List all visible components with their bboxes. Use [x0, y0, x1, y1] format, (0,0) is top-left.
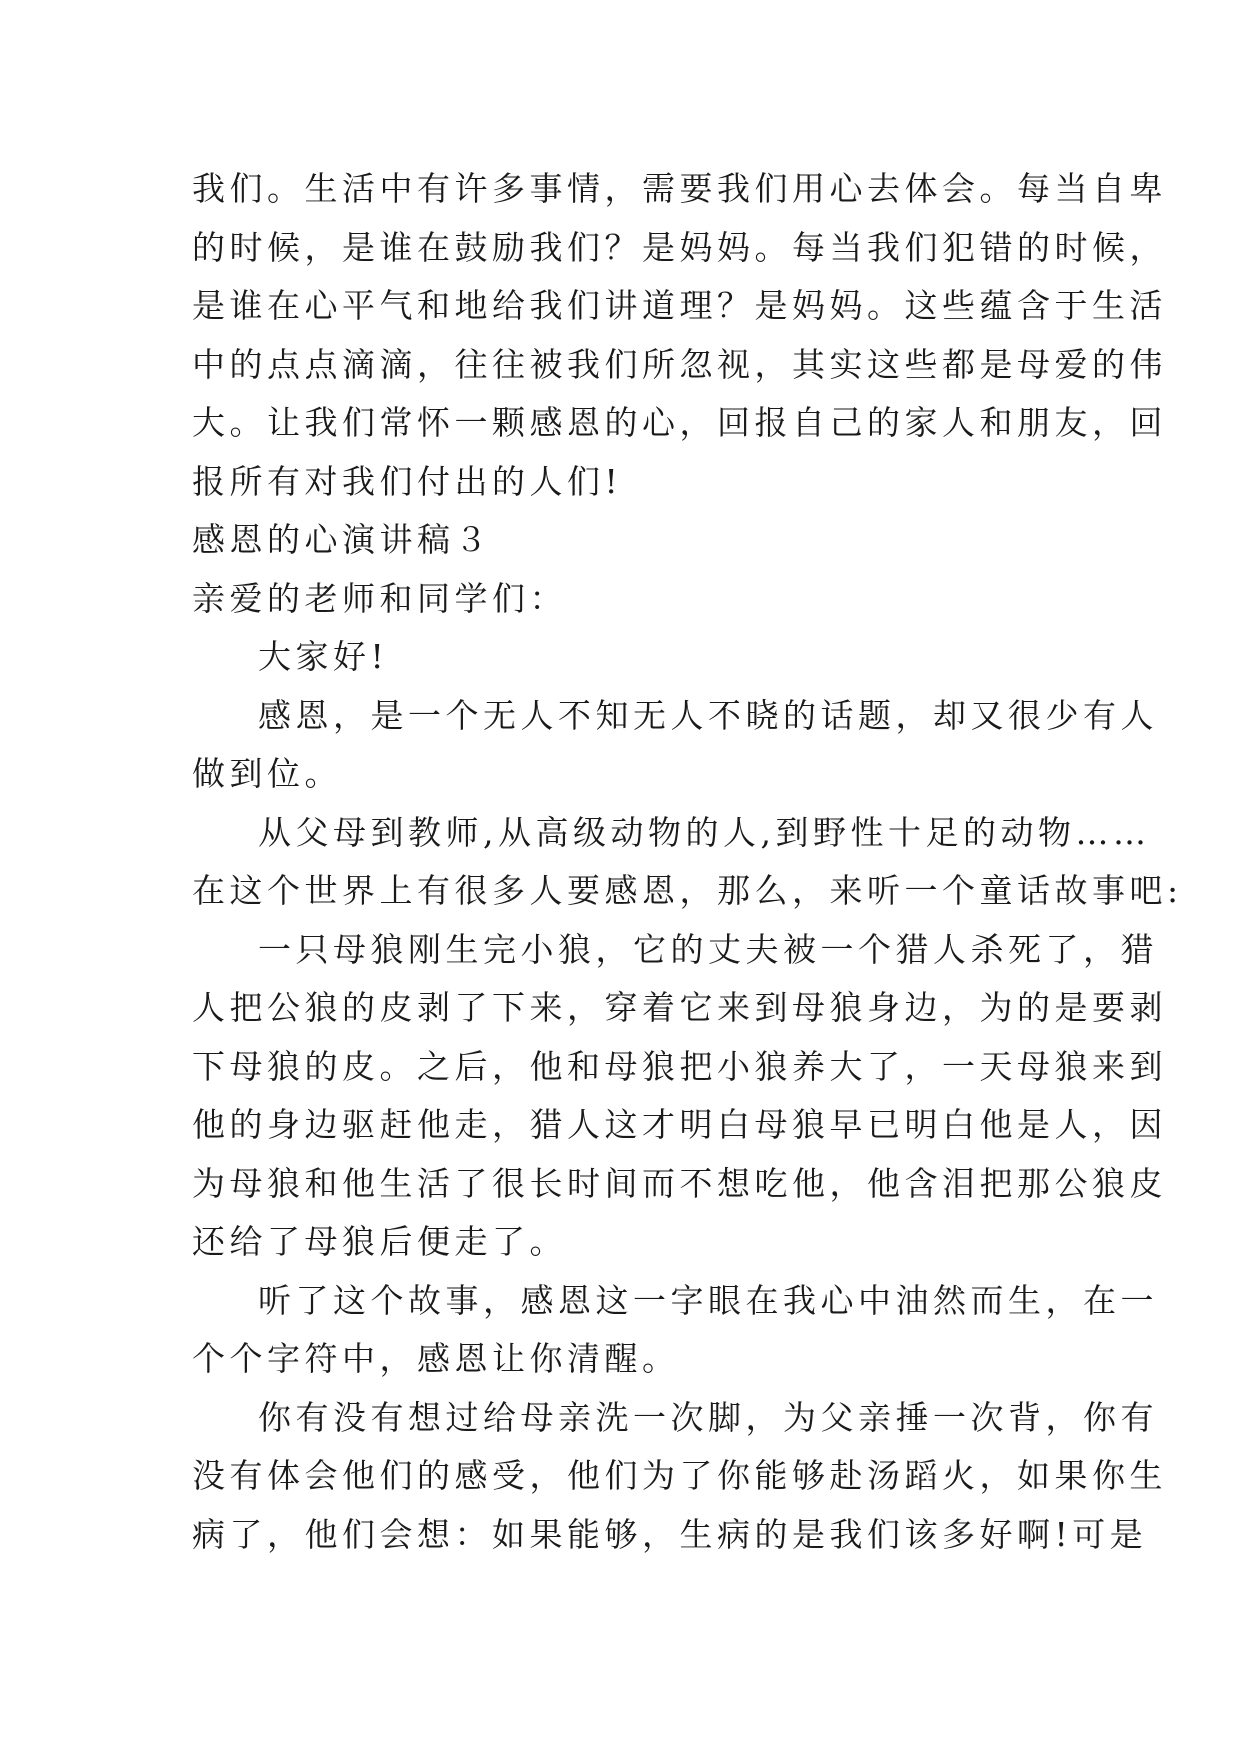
text-line: 从父母到教师,从高级动物的人,到野性十足的动物…… [258, 812, 1151, 852]
text-line: 人把公狼的皮剥了下来，穿着它来到母狼身边，为的是要剥 [192, 988, 1167, 1027]
text-line: 个个字符中，感恩让你清醒。 [192, 1339, 680, 1378]
text-line: 没有体会他们的感受，他们为了你能够赴汤蹈火，如果你生 [192, 1456, 1167, 1495]
text-line: 中的点点滴滴，往往被我们所忽视，其实这些都是母爱的伟 [192, 344, 1167, 384]
document-body [192, 160, 1183, 1564]
text-line: 还给了母狼后便走了。 [192, 1222, 567, 1261]
text-line: 听了这个故事，感恩这一字眼在我心中油然而生，在一 [258, 1280, 1158, 1320]
text-line: 病了，他们会想：如果能够，生病的是我们该多好啊!可是 [192, 1514, 1148, 1554]
greeting: 大家好! [258, 637, 389, 676]
salutation: 亲爱的老师和同学们： [192, 578, 567, 618]
text-line: 大。让我们常怀一颗感恩的心，回报自己的家人和朋友，回 [192, 403, 1167, 442]
text-line: 做到位。 [192, 754, 342, 793]
text-line: 感恩，是一个无人不知无人不晓的话题，却又很少有人 [258, 695, 1158, 735]
text-line: 为母狼和他生活了很长时间而不想吃他，他含泪把那公狼皮 [192, 1163, 1167, 1203]
section-heading: 感恩的心演讲稿３ [192, 520, 492, 559]
text-line: 报所有对我们付出的人们! [192, 461, 623, 501]
text-line: 你有没有想过给母亲洗一次脚，为父亲捶一次背，你有 [258, 1397, 1158, 1437]
text-line: 下母狼的皮。之后，他和母狼把小狼养大了，一天母狼来到 [192, 1046, 1167, 1086]
text-line: 我们。生活中有许多事情，需要我们用心去体会。每当自卑 [192, 169, 1167, 208]
text-line: 是谁在心平气和地给我们讲道理？是妈妈。这些蕴含于生活 [192, 286, 1167, 325]
text-line: 他的身边驱赶他走，猎人这才明白母狼早已明白他是人，因 [192, 1105, 1167, 1144]
text-line: 一只母狼刚生完小狼，它的丈夫被一个猎人杀死了，猎 [258, 929, 1158, 969]
text-line: 在这个世界上有很多人要感恩，那么，来听一个童话故事吧: [192, 871, 1183, 910]
text-line: 的时候，是谁在鼓励我们？是妈妈。每当我们犯错的时候， [192, 227, 1167, 267]
